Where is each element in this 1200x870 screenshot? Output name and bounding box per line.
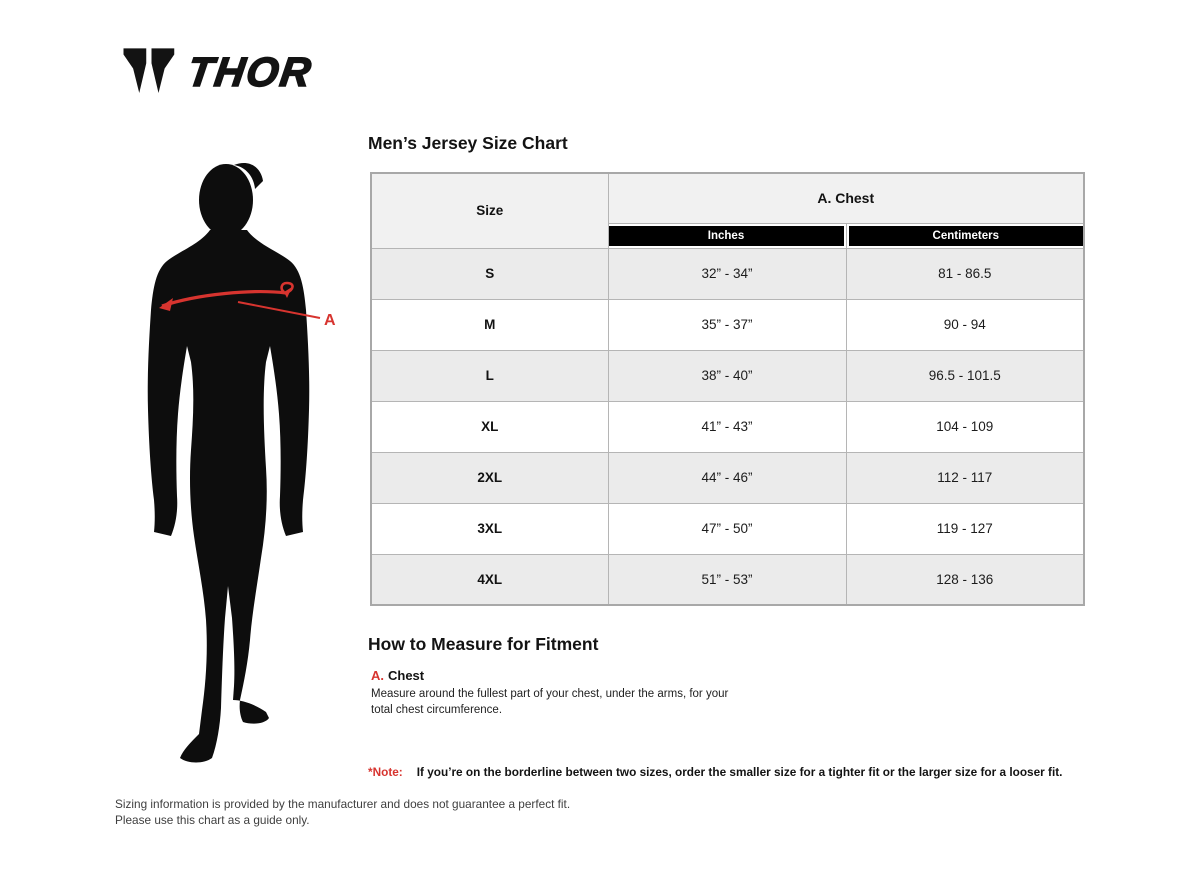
table-row: [371, 554, 1084, 605]
cm-value: 96.5 - 101.5: [846, 350, 1084, 401]
measure-item-chest: [371, 668, 731, 718]
table-row: [371, 452, 1084, 503]
col-header-size: Size: [371, 173, 608, 248]
chart-title: Men’s Jersey Size Chart: [368, 133, 568, 153]
cm-value: 119 - 127: [846, 503, 1084, 554]
size-table: [370, 172, 1085, 606]
male-silhouette: [148, 163, 310, 763]
col-header-inches: Inches: [608, 223, 846, 248]
inches-value: 47” - 50”: [608, 503, 846, 554]
disclaimer: [115, 797, 570, 828]
size-value: XL: [371, 401, 608, 452]
cm-value: 112 - 117: [846, 452, 1084, 503]
note-text: If you’re on the borderline between two sizes, order the smaller size for a tighter fit or the larger size for a looser fit.: [416, 765, 1063, 779]
inches-value: 35” - 37”: [608, 299, 846, 350]
measure-name: Chest: [388, 668, 425, 683]
note-label: *Note:: [368, 765, 403, 779]
table-row: [371, 503, 1084, 554]
size-value: 2XL: [371, 452, 608, 503]
table-row: [371, 299, 1084, 350]
cm-value: 128 - 136: [846, 554, 1084, 605]
col-header-centimeters: Centimeters: [846, 223, 1084, 248]
size-value: M: [371, 299, 608, 350]
inches-value: 38” - 40”: [608, 350, 846, 401]
measurement-figure: [138, 162, 338, 768]
howto-title: How to Measure for Fitment: [368, 634, 599, 654]
measure-item-heading: [371, 668, 731, 683]
sizing-note: [368, 765, 1062, 779]
measure-description: Measure around the fullest part of your chest, under the arms, for your total chest circumference.: [371, 688, 729, 716]
chest-label-a: A: [324, 312, 336, 329]
inches-value: 32” - 34”: [608, 248, 846, 299]
disclaimer-line-1: Sizing information is provided by the manufacturer and does not guarantee a perfect fit.: [115, 797, 571, 811]
brand-logo: [120, 44, 316, 100]
size-value: S: [371, 248, 608, 299]
table-row: [371, 401, 1084, 452]
size-value: L: [371, 350, 608, 401]
cm-value: 104 - 109: [846, 401, 1084, 452]
size-value: 4XL: [371, 554, 608, 605]
inches-value: 51” - 53”: [608, 554, 846, 605]
col-header-chest: A. Chest: [608, 173, 1084, 223]
size-value: 3XL: [371, 503, 608, 554]
measure-letter: A.: [371, 668, 384, 683]
cm-value: 81 - 86.5: [846, 248, 1084, 299]
brand-wordmark: THOR: [184, 48, 316, 95]
cm-value: 90 - 94: [846, 299, 1084, 350]
table-row: [371, 350, 1084, 401]
table-row: [371, 248, 1084, 299]
disclaimer-line-2: Please use this chart as a guide only.: [115, 812, 310, 827]
inches-value: 44” - 46”: [608, 452, 846, 503]
inches-value: 41” - 43”: [608, 401, 846, 452]
thor-horns-icon: [120, 44, 176, 100]
